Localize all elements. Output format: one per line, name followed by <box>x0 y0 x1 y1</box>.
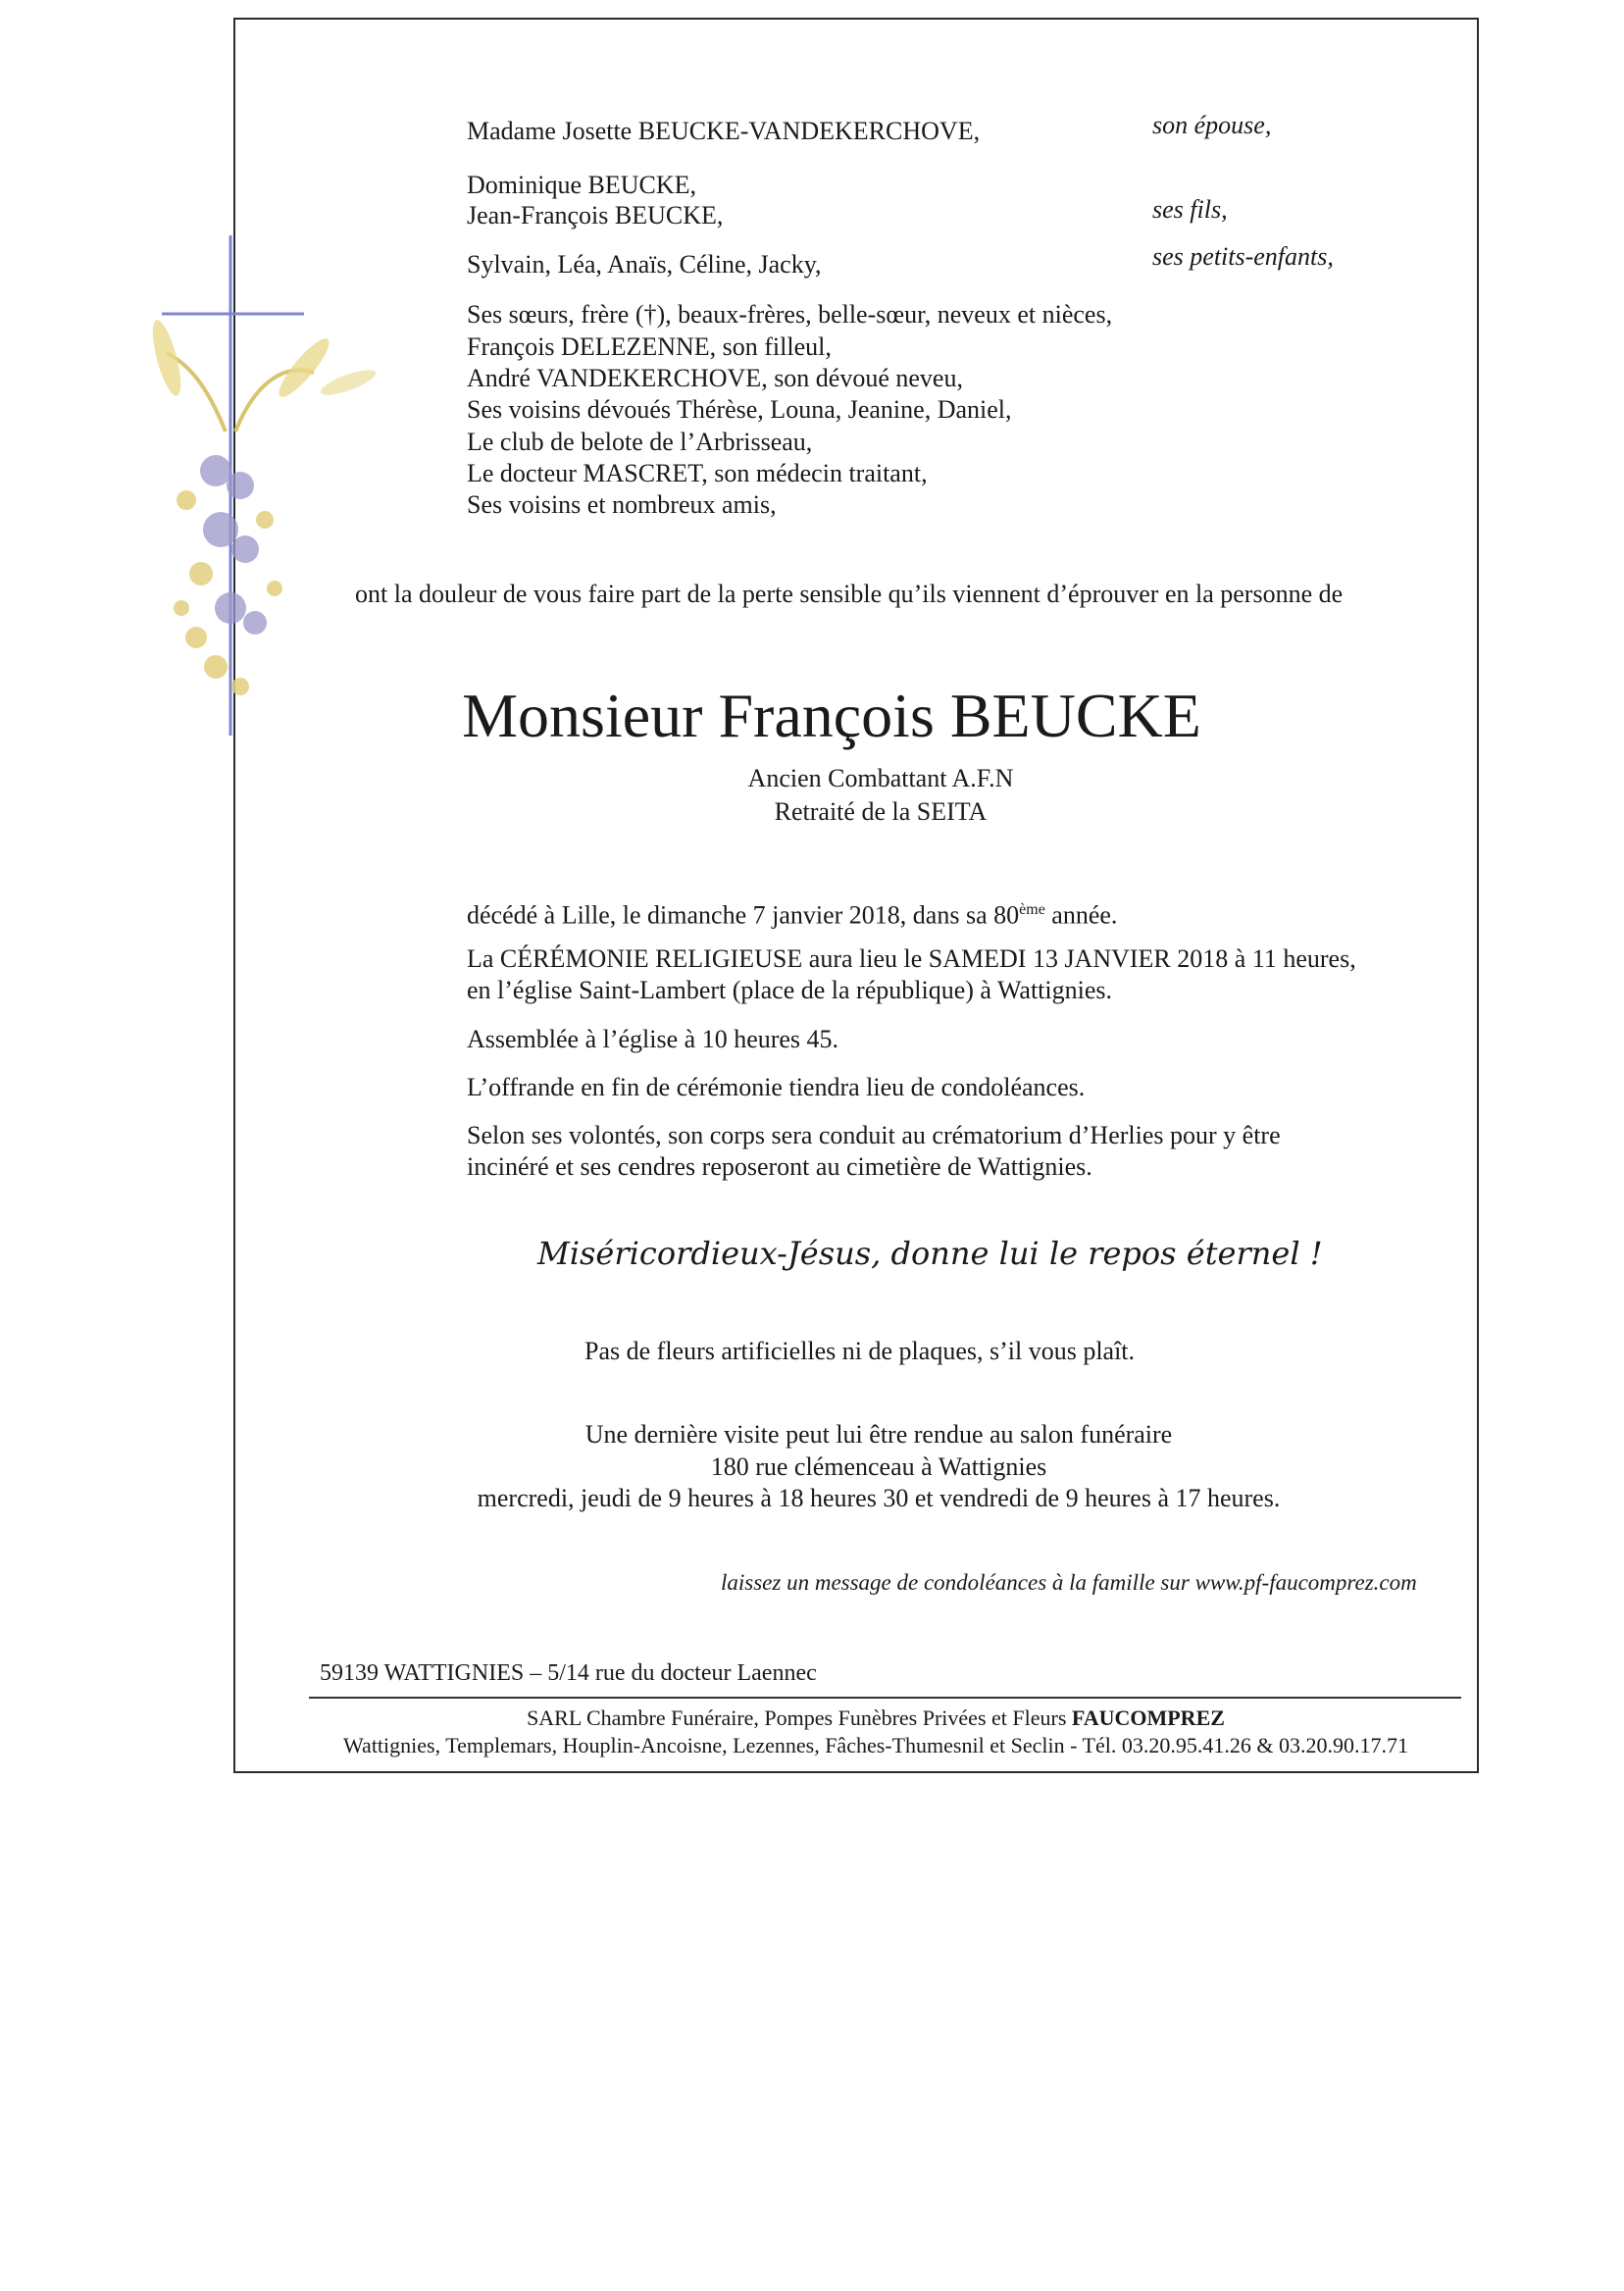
ceremony-line-1: La CÉRÉMONIE RELIGIEUSE aura lieu le SAMEDI 13 JANVIER 2018 à 11 heures, <box>467 944 1356 973</box>
footer-company: SARL Chambre Funéraire, Pompes Funèbres Privées et Fleurs FAUCOMPREZ <box>527 1706 1225 1730</box>
visit-line-1: Une dernière visite peut lui être rendue au salon funéraire <box>584 1420 1173 1449</box>
relative-line: André VANDEKERCHOVE, son dévoué neveu, <box>467 364 963 392</box>
wishes-line-1: Selon ses volontés, son corps sera conduit au crématorium d’Herlies pour y être <box>467 1121 1281 1149</box>
footer-contact: Wattignies, Templemars, Houplin-Ancoisne, Lezennes, Fâches-Thumesnil et Seclin - Tél. 03.20.95.41.26 & 03.20.90.17.71 <box>343 1733 1408 1757</box>
deceased-title-2: Retraité de la SEITA <box>774 797 988 826</box>
announcement: ont la douleur de vous faire part de la perte sensible qu’ils viennent d’éprouver en la personne de <box>355 580 1344 608</box>
grandchildren: Sylvain, Léa, Anaïs, Céline, Jacky, <box>467 250 822 279</box>
address: 59139 WATTIGNIES – 5/14 rue du docteur Laennec <box>320 1660 817 1686</box>
visit-line-2: 180 rue clémenceau à Wattignies <box>710 1452 1047 1481</box>
prayer: Miséricordieux-Jésus, donne lui le repos éternel ! <box>537 1235 1323 1272</box>
assembly-time: Assemblée à l’église à 10 heures 45. <box>467 1025 839 1053</box>
deceased-title-1: Ancien Combattant A.F.N <box>747 764 1014 792</box>
offering-note: L’offrande en fin de cérémonie tiendra lieu de condoléances. <box>467 1073 1086 1101</box>
deceased-name: Monsieur François BEUCKE <box>462 681 1201 750</box>
relative-line: Ses voisins dévoués Thérèse, Louna, Jeanine, Daniel, <box>467 395 1012 424</box>
relative-line: Ses voisins et nombreux amis, <box>467 490 777 519</box>
son-2: Jean-François BEUCKE, <box>467 201 724 229</box>
relative-line: Le docteur MASCRET, son médecin traitant, <box>467 459 928 487</box>
relative-line: François DELEZENNE, son filleul, <box>467 332 832 361</box>
death-notice: décédé à Lille, le dimanche 7 janvier 2018, dans sa 80ème année. <box>467 900 1118 930</box>
grandchildren-role: ses petits-enfants, <box>1152 242 1334 271</box>
relative-line: Ses sœurs, frère (†), beaux-frères, belle-sœur, neveux et nièces, <box>467 300 1113 329</box>
relative-line: Le club de belote de l’Arbrisseau, <box>467 428 813 456</box>
son-1: Dominique BEUCKE, <box>467 171 696 199</box>
wife-role: son épouse, <box>1152 111 1272 139</box>
condolences-link[interactable]: www.pf-faucomprez.com <box>1194 1570 1417 1595</box>
footer-divider <box>309 1697 1461 1699</box>
ceremony-line-2: en l’église Saint-Lambert (place de la république) à Wattignies. <box>467 976 1113 1004</box>
wife-name: Madame Josette BEUCKE-VANDEKERCHOVE, <box>467 117 981 145</box>
condolences-message: laissez un message de condoléances à la famille sur www.pf-faucomprez.com <box>721 1570 1417 1595</box>
wishes-line-2: incinéré et ses cendres reposeront au cimetière de Wattignies. <box>467 1152 1092 1181</box>
sons-role: ses fils, <box>1152 195 1228 224</box>
visit-line-3: mercredi, jeudi de 9 heures à 18 heures 30 et vendredi de 9 heures à 17 heures. <box>477 1484 1281 1512</box>
no-flowers-note: Pas de fleurs artificielles ni de plaques, s’il vous plaît. <box>584 1337 1136 1365</box>
